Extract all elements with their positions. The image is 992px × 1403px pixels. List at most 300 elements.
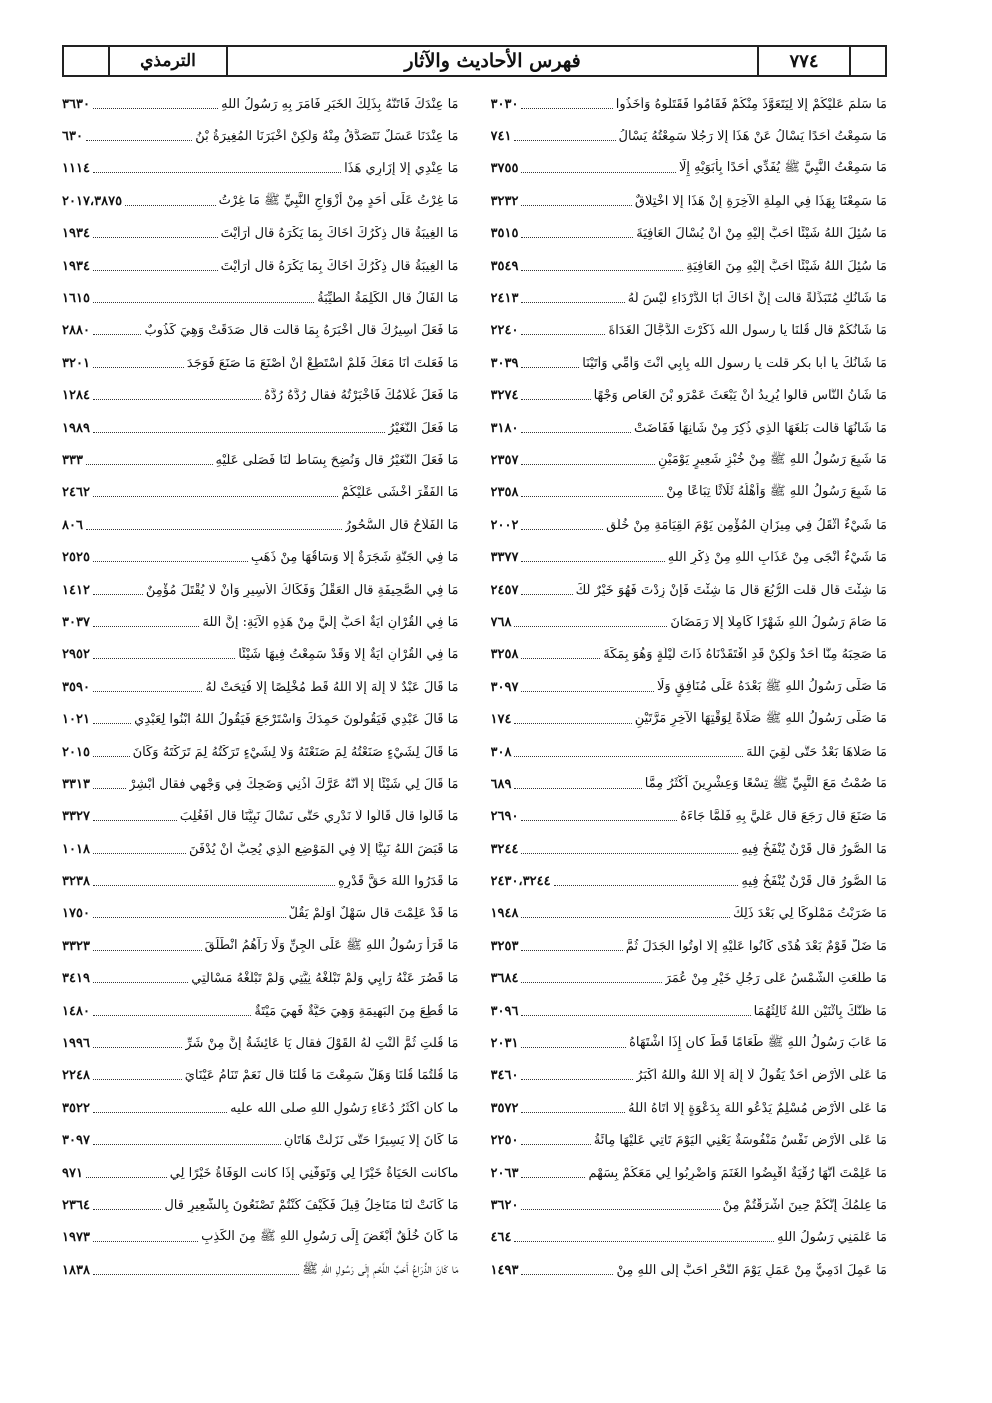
hadith-text: مَا صَحِبَهُ مِنَّا أَحَدٌ وَلَكِنْ قَدِ افْتَقَدْنَاهُ ذَاتَ لَيْلَةٍ وَهُوَ بِمَكَّةَ xyxy=(603,647,887,663)
index-entry xyxy=(62,606,459,638)
dot-leader xyxy=(93,172,341,173)
index-entry xyxy=(491,639,888,671)
index-entry xyxy=(62,282,459,314)
hadith-number: ٣٤٦٠ xyxy=(490,1068,519,1084)
dot-leader xyxy=(521,1274,613,1275)
hadith-text: مَا قَالَ لِشَيْءٍ صَنَعْتُهُ لِمَ صَنَعْتَهُ وَلَا لِشَيْءٍ تَرَكْتُهُ لِمَ تَرَكْتَهُ وَكَانَ xyxy=(132,744,459,760)
index-entry xyxy=(62,1027,459,1059)
dot-leader xyxy=(521,917,730,918)
index-entry xyxy=(491,898,888,930)
dot-leader xyxy=(521,1177,585,1178)
hadith-number: ١٤٩٣ xyxy=(490,1262,519,1278)
index-entry xyxy=(62,153,459,185)
dot-leader xyxy=(93,237,218,238)
index-entry xyxy=(62,930,459,962)
hadith-number: ٢٣٦٤ xyxy=(62,1197,90,1213)
dot-leader xyxy=(93,108,218,109)
hadith-number: ١٧٥٠ xyxy=(62,906,90,922)
hadith-text: مَا عَلِمْتَ أَنَّهَا رُقْيَةٌ اقْبِضُوا الغَنَمَ وَاضْرِبُوا لِي مَعَكُمْ بِسَهْمٍ xyxy=(588,1165,887,1181)
dot-leader xyxy=(554,885,739,886)
hadith-text: مَا الصُّورُ قال قَرْنٌ يُنْفَخُ فِيهِ xyxy=(741,841,887,857)
dot-leader xyxy=(93,302,314,303)
hadith-text: مَا شَبِعَ رَسُولُ اللهِ ﷺ مِنْ خُبْزِ شَعِيرٍ يَوْمَيْنِ xyxy=(658,451,887,467)
dot-leader xyxy=(521,1015,750,1016)
index-entry xyxy=(62,671,459,703)
hadith-text: مَا شَأْنُكِ مُتَبَذِّلَةً قالت إِنَّ أَخَاكَ أَبَا الدَّرْدَاءِ لَيْسَ لَهُ xyxy=(627,291,887,307)
hadith-number: ٣٣٢٣ xyxy=(62,938,90,954)
hadith-number: ١٩٣٤ xyxy=(62,258,90,274)
dot-leader xyxy=(514,756,743,757)
index-entry xyxy=(62,1060,459,1092)
hadith-text: مَا ظَنُّكَ بِاثْنَيْنِ اللهُ ثَالِثُهُمَا xyxy=(753,1003,887,1019)
hadith-text: مَا عِنْدَنَا عَسَلٌ نَتَصَدَّقُ مِنْهُ وَلَكِنْ أَخْبَرَنَا المُغِيرَةُ بْنُ xyxy=(195,129,459,145)
hadith-number: ١٩٣٤ xyxy=(62,226,90,242)
hadith-text: مَا فَعَلَ غُلَامُكَ فَأَخْبَرْتُهُ فقال رُدَّهُ رُدَّهُ xyxy=(264,388,459,404)
dot-leader xyxy=(521,1144,590,1145)
dot-leader xyxy=(93,885,335,886)
dot-leader xyxy=(521,853,738,854)
hadith-text: مَا صَنَعَ قال رَجَعَ قال عَلَيَّ بِهِ فَلَمَّا جَاءَهُ xyxy=(680,809,887,825)
hadith-text: مَا ضَلَّ قَوْمٌ بَعْدَ هُدًى كَانُوا عَلَيْهِ إِلَّا أُوتُوا الجَدَلَ ثُمَّ xyxy=(625,938,887,954)
index-entry xyxy=(491,250,888,282)
hadith-number: ٣٥٢٢ xyxy=(62,1100,90,1116)
dot-leader xyxy=(521,334,605,335)
dot-leader xyxy=(93,626,199,627)
dot-leader xyxy=(514,788,641,789)
hadith-text: مَا قُلْتِ ثُمَّ أَلَنْتِ لَهُ القَوْلَ فقال يَا عَائِشَةُ إِنَّ مِنْ شَرِّ xyxy=(185,1036,459,1052)
index-entry xyxy=(491,995,888,1027)
dot-leader xyxy=(521,496,663,497)
hadith-text: مَا قَالُوا قال قَالُوا لَا نَدْرِي حَتَّى نَسْأَلَ نَبِيَّنَا قال أَفَغُلِبَ xyxy=(179,809,459,825)
hadith-text: مَا عَابَ رَسُولُ اللهِ ﷺ طَعَامًا قَطُّ كان إِذَا اشْتَهَاهُ xyxy=(629,1035,887,1051)
hadith-text: مَا صُمْتُ مَعَ النَّبِيِّ ﷺ تِسْعًا وَعِشْرِينَ أَكْثَرُ مِمَّا xyxy=(644,775,887,791)
hadith-text: مَا فِي الجَنَّةِ شَجَرَةٌ إِلَّا وَسَاقُهَا مِنْ ذَهَبٍ xyxy=(250,550,459,566)
index-entry xyxy=(491,833,888,865)
index-entry xyxy=(62,768,459,800)
index-entry xyxy=(62,120,459,152)
hadith-text: مَا قَرَأَ رَسُولُ اللهِ ﷺ عَلَى الجِنِّ وَلَا رَآهُمُ انْطَلَقَ xyxy=(204,937,459,953)
hadith-number: ٧٦٨ xyxy=(490,614,512,630)
dot-leader xyxy=(93,1015,251,1016)
hadith-number: ٣٣١٣ xyxy=(62,776,90,792)
index-entry xyxy=(62,736,459,768)
hadith-text: مَا عَلَّمَنِي رَسُولُ اللهِ xyxy=(777,1230,887,1246)
hadith-text: مَا فَعَلَ النُّغَيْرُ قال وَنُضِحَ بِسَاطٌ لَنَا فَصَلَّى عَلَيْهِ xyxy=(215,452,459,468)
hadith-text: ماكانت الحَيَاةُ خَيْرًا لِي وَتَوَفَّنِي إِذَا كانت الوَفَاةُ خَيْرًا لِي xyxy=(169,1165,459,1181)
hadith-text: مَا الفَقْرَ أَخْشَى عَلَيْكُمْ xyxy=(341,485,459,501)
dot-leader xyxy=(93,1241,198,1242)
hadith-number: ٩٧١ xyxy=(62,1165,83,1181)
dot-leader xyxy=(93,788,126,789)
hadith-number: ٣٤١٩ xyxy=(62,971,90,987)
hadith-text: مَا سَمِعْتُ أَحَدًا يَسْأَلُ عَنْ هَذَا إِلَّا رَجُلًا سَمِعْتُهُ يَسْأَلُ xyxy=(618,129,887,145)
dot-leader xyxy=(521,561,664,562)
hadith-number: ٣٢٧٤ xyxy=(490,388,519,404)
hadith-text: مَا شَأْنُكُمْ قال قُلْنَا يا رسول الله ذَكَرْتَ الدَّجَّالَ الغَدَاةَ xyxy=(608,323,887,339)
index-entry xyxy=(62,444,459,476)
dot-leader xyxy=(521,205,631,206)
index-entry xyxy=(491,1060,888,1092)
hadith-number: ٣٢٣٢ xyxy=(490,193,519,209)
hadith-text: مَا صَامَ رَسُولُ اللهِ شَهْرًا كَامِلًا إِلَّا رَمَضَانَ xyxy=(670,614,887,630)
index-entry xyxy=(491,606,888,638)
hadith-text: مَا صَلَّاهَا بَعْدُ حَتَّى لَقِيَ اللهَ xyxy=(746,744,887,760)
dot-leader xyxy=(93,1112,227,1113)
index-entry xyxy=(491,963,888,995)
hadith-number: ٣٣٢٧ xyxy=(62,809,90,825)
hadith-number: ٣٢٥٨ xyxy=(490,647,519,663)
hadith-number: ٣١٨٠ xyxy=(490,420,519,436)
hadith-text: مَا شَيْءٌ أَنْجَى مِنْ عَذَابِ اللهِ مِنْ ذِكْرِ اللهِ xyxy=(667,550,887,566)
index-entry xyxy=(62,703,459,735)
right-column xyxy=(491,88,888,1288)
dot-leader xyxy=(93,367,184,368)
hadith-text: مَا فِي القُرْآنِ آيَةٌ أَحَبُّ إِلَيَّ مِنْ هَذِهِ الآيَةِ: إِنَّ اللهَ xyxy=(202,614,459,630)
hadith-text: مَا عَلَى الأَرْضِ أَحَدٌ يَقُولُ لَا إِلَهَ إِلَّا اللهُ واللهُ أَكْبَرُ xyxy=(636,1068,887,1084)
hadith-number: ٢٢٥٠ xyxy=(490,1133,519,1149)
index-entry xyxy=(491,1157,888,1189)
dot-leader xyxy=(514,723,631,724)
index-entry xyxy=(491,444,888,476)
index-entry xyxy=(62,963,459,995)
index-entry xyxy=(62,1189,459,1221)
hadith-number: ٢٤٥٧ xyxy=(490,582,519,598)
hadith-number: ٢٩٥٢ xyxy=(62,647,90,663)
index-entry xyxy=(491,703,888,735)
hadith-number: ١٤١٢ xyxy=(62,582,90,598)
book-name: الترمذي xyxy=(108,47,226,75)
index-entry xyxy=(62,801,459,833)
index-entry xyxy=(491,412,888,444)
index-entry xyxy=(62,541,459,573)
dot-leader xyxy=(93,950,202,951)
dot-leader xyxy=(521,658,600,659)
hadith-number: ٢٠١٥ xyxy=(62,744,90,760)
hadith-text: مَا عِنْدَكَ فَأْتَنَّهُ بِذَلِكَ الخَبَرِ فَأَمَرَ بِهِ رَسُولُ اللهِ xyxy=(221,96,459,112)
hadith-number: ٣٣٣ xyxy=(62,452,83,468)
hadith-number: ٣٠٣٩ xyxy=(490,355,519,371)
hadith-number: ٢٣٥٨ xyxy=(490,485,519,501)
hadith-number: ٣٥٤٩ xyxy=(490,258,519,274)
dot-leader xyxy=(521,432,631,433)
hadith-text: مَا قَالَ عَبْدِي فَيَقُولُونَ حَمِدَكَ وَاسْتَرْجَعَ فَيَقُولُ اللهُ ابْنُوا لِعَبْدِي xyxy=(134,712,459,728)
hadith-number: ٢٤٣٠،٣٢٤٤ xyxy=(490,874,551,890)
hadith-text: مَا كَانَ خُلُقٌ أَبْغَضَ إِلَى رَسُولِ اللهِ ﷺ مِنَ الكَذِبِ xyxy=(201,1229,459,1245)
hadith-number: ١٩٨٩ xyxy=(62,420,90,436)
hadith-number: ٢٤١٣ xyxy=(490,291,519,307)
hadith-number: ٤٦٤ xyxy=(490,1230,512,1246)
hadith-number: ١٤٨٠ xyxy=(62,1003,90,1019)
dot-leader xyxy=(93,982,188,983)
hadith-number: ٣٠٩٦ xyxy=(490,1003,519,1019)
dot-leader xyxy=(86,464,213,465)
dot-leader xyxy=(521,691,654,692)
index-entry xyxy=(491,541,888,573)
dot-leader xyxy=(93,432,385,433)
dot-leader xyxy=(93,561,248,562)
dot-leader xyxy=(521,108,612,109)
hadith-text: مَا الصُّورُ قال قَرْنٌ يُنْفَخُ فِيهِ xyxy=(741,874,887,890)
dot-leader xyxy=(93,1079,182,1080)
index-entry xyxy=(491,1254,888,1286)
index-entry xyxy=(62,218,459,250)
hadith-number: ٢٢٤٨ xyxy=(62,1068,90,1084)
dot-leader xyxy=(521,950,622,951)
dot-leader xyxy=(521,982,661,983)
hadith-text: مَا فَعَلَ النُّغَيْرُ xyxy=(388,420,459,436)
hadith-text: مَا الغِيبَةُ قال ذِكْرُكَ أَخَاكَ بِمَا يَكْرَهُ قال أَرَأَيْتَ xyxy=(220,226,459,242)
hadith-text: مَا قَصُرَ عَنْهُ رَأْيِي وَلَمْ تَبْلُغْهُ نِيَّتِي وَلَمْ تَبْلُغْهُ مَسْأَلَتِي xyxy=(191,971,459,987)
dot-leader xyxy=(521,302,624,303)
hadith-text: مَا سَمِعْنَا بِهَذَا فِي المِلَّةِ الآخِرَةِ إِنْ هَذَا إِلَّا اخْتِلَاقٌ xyxy=(634,193,887,209)
hadith-number: ١٨٣٨ xyxy=(62,1262,90,1278)
index-entry xyxy=(62,412,459,444)
dot-leader xyxy=(521,367,579,368)
index-entry xyxy=(491,1125,888,1157)
dot-leader xyxy=(521,270,683,271)
hadith-text: مَا شَبِعَ رَسُولُ اللهِ ﷺ وَأَهْلُهُ ثَلَاثًا تِبَاعًا مِنْ xyxy=(666,484,887,500)
hadith-number: ٧٤١ xyxy=(490,129,512,145)
dot-leader xyxy=(514,626,667,627)
index-entry xyxy=(491,1189,888,1221)
index-entry xyxy=(62,639,459,671)
hadith-number: ٣٢٠١ xyxy=(62,355,90,371)
index-entry xyxy=(62,88,459,120)
dot-leader xyxy=(86,1177,167,1178)
hadith-number: ٢٣٥٧ xyxy=(490,452,519,468)
dot-leader xyxy=(521,399,590,400)
hadith-text: مَا فِي الصَّحِيفَةِ قال العَقْلُ وَفَكَاكُ الأَسِيرِ وَأَنْ لَا يُقْتَلَ مُؤْمِنٌ xyxy=(145,582,459,598)
hadith-number: ١٢٨٤ xyxy=(62,388,90,404)
index-entry xyxy=(491,930,888,962)
hadith-number: ١٠١٨ xyxy=(62,841,90,857)
dot-leader xyxy=(125,205,216,206)
dot-leader xyxy=(93,594,143,595)
hadith-text: مَا قَالَ عَبْدٌ لَا إِلَهَ إِلَّا اللهُ قَطُّ مُخْلِصًا إِلَّا فُتِحَتْ لَهُ xyxy=(205,679,459,695)
index-entry xyxy=(62,1157,459,1189)
hadith-text: مَا صَلَّى رَسُولُ اللهِ ﷺ صَلَاةً لِوَقْتِهَا الآخِرِ مَرَّتَيْنِ xyxy=(634,711,887,727)
hadith-text: مَا قَبَضَ اللهُ نَبِيًّا إِلَّا فِي المَوْضِعِ الَّذِي يُحِبُّ أَنْ يُدْفَنَ xyxy=(189,841,459,857)
hadith-number: ٢٢٤٠ xyxy=(490,323,519,339)
hadith-text: ما كان أَكْثَرُ دُعَاءِ رَسُولِ اللهِ صلى الله عليه xyxy=(230,1100,459,1116)
hadith-number: ٣٦٣٠ xyxy=(62,96,90,112)
hadith-text: مَا طَلَعَتِ الشَّمْسُ عَلَى رَجُلٍ خَيْرٍ مِنْ عُمَرَ xyxy=(664,971,887,987)
hadith-text: مَا شَأْنُكَ يا أبا بكر قلت يا رسول الله بِأَبِي أَنْتَ وَأُمِّي وَأَتَيْنَا xyxy=(582,355,887,371)
hadith-text: مَا كَانَ الذِّرَاعُ أَحَبَّ اللَّحْمِ إِلَى رَسُولِ اللهِ ﷺ xyxy=(302,1261,459,1277)
dot-leader xyxy=(93,334,142,335)
dot-leader xyxy=(93,1274,299,1275)
index-entry xyxy=(491,1222,888,1254)
hadith-number: ٦٣٠ xyxy=(62,129,83,145)
left-column xyxy=(62,88,459,1288)
hadith-number: ٣٢٥٣ xyxy=(490,938,519,954)
index-entry xyxy=(62,1254,459,1286)
index-columns xyxy=(62,88,887,1288)
hadith-number: ١٩٤٨ xyxy=(490,906,519,922)
index-entry xyxy=(491,380,888,412)
header-blank-cell-left xyxy=(64,47,108,75)
dot-leader xyxy=(521,172,676,173)
index-entry xyxy=(62,380,459,412)
index-entry xyxy=(491,185,888,217)
dot-leader xyxy=(521,1047,626,1048)
hadith-number: ٣٠٩٧ xyxy=(490,679,519,695)
hadith-number: ٣٦٢٠ xyxy=(490,1197,519,1213)
hadith-number: ٢٦٩٠ xyxy=(490,809,519,825)
index-entry xyxy=(62,250,459,282)
hadith-number: ٣٢٣٨ xyxy=(62,874,90,890)
hadith-text: مَا عِنْدِي إِلَّا إِزَارِي هَذَا xyxy=(344,161,459,177)
index-entry xyxy=(491,509,888,541)
index-entry xyxy=(491,88,888,120)
index-entry xyxy=(62,1222,459,1254)
hadith-text: مَا شَأْنُ النَّاسِ قالوا يُرِيدُ أَنْ يَبْعَثَ عَمْرَو بْنَ العَاصِ وَجْهًا xyxy=(593,388,887,404)
hadith-text: مَا قُلْتُمَا قُلْنَا وَهَلْ سَمِعْتَ مَا قُلْنَا قال نَعَمْ تَنَامُ عَيْنَايَ xyxy=(184,1068,459,1084)
dot-leader xyxy=(521,237,633,238)
hadith-text: مَا فَعَلَ أَسِيرُكَ قال أَخْبَرَهُ بِمَا قالت قال صَدَقَتْ وَهِيَ كَذُوبٌ xyxy=(144,323,459,339)
hadith-text: مَا الغِيبَةُ قال ذِكْرُكَ أَخَاكَ بِمَا يَكْرَهُ قال أَرَأَيْتَ xyxy=(220,258,459,274)
index-entry xyxy=(491,574,888,606)
index-entry xyxy=(491,736,888,768)
hadith-text: مَا سَلَّمَ عَلَيْكُمْ إِلَّا لِيَتَعَوَّذَ مِنْكُمْ فَقَامُوا فَقَتَلُوهُ وَأَخَذُوا xyxy=(615,96,887,112)
index-entry xyxy=(491,1027,888,1059)
dot-leader xyxy=(521,594,572,595)
hadith-number: ٢٤٦٢ xyxy=(62,485,90,501)
dot-leader xyxy=(93,658,235,659)
hadith-number: ٨٠٦ xyxy=(62,517,83,533)
dot-leader xyxy=(86,140,192,141)
hadith-text: مَا الفَأْلُ قال الكَلِمَةُ الطَّيِّبَةُ xyxy=(317,291,459,307)
hadith-number: ٣٢٤٤ xyxy=(490,841,519,857)
dot-leader xyxy=(93,1144,281,1145)
hadith-text: مَا فِي القُرْآنِ آيَةٌ إِلَّا وَقَدْ سَمِعْتُ فِيهَا شَيْئًا xyxy=(238,647,459,663)
dot-leader xyxy=(93,691,203,692)
index-entry xyxy=(62,1125,459,1157)
hadith-text: مَا قُطِعَ مِنَ البَهِيمَةِ وَهِيَ حَيَّةٌ فَهِيَ مَيْتَةٌ xyxy=(254,1003,459,1019)
hadith-text: مَا عَلَى الأَرْضِ نَفْسٌ مَنْفُوسَةٌ يَعْنِي اليَوْمَ تَأْتِي عَلَيْهَا مِائَةُ xyxy=(593,1133,887,1149)
index-entry xyxy=(491,801,888,833)
index-entry xyxy=(491,768,888,800)
hadith-text: مَا ضَرَبْتُ مَمْلُوكًا لِي بَعْدَ ذَلِكَ xyxy=(732,906,887,922)
hadith-text: مَا سُئِلَ اللهُ شَيْئًا أَحَبَّ إِلَيْهِ مِنْ أَنْ يُسْأَلَ العَافِيَةَ xyxy=(636,226,887,242)
dot-leader xyxy=(521,1079,633,1080)
index-entry xyxy=(62,477,459,509)
dot-leader xyxy=(521,1209,719,1210)
dot-leader xyxy=(93,723,131,724)
hadith-number: ٢٠٣١ xyxy=(490,1036,519,1052)
hadith-text: مَا سَمِعْتُ النَّبِيَّ ﷺ يُفَدِّي أَحَدًا بِأَبَوَيْهِ إِلَّا xyxy=(678,160,887,176)
index-entry xyxy=(62,574,459,606)
hadith-number: ٢٠٦٣ xyxy=(490,1165,519,1181)
index-entry xyxy=(491,315,888,347)
index-entry xyxy=(62,315,459,347)
index-entry xyxy=(491,477,888,509)
hadith-number: ١٦١٥ xyxy=(62,291,90,307)
dot-leader xyxy=(93,1209,161,1210)
index-entry xyxy=(62,185,459,217)
index-entry xyxy=(491,120,888,152)
hadith-text: مَا قَالَ لِي شَيْئًا إِلَّا أَنَّهُ عَرَّكَ أُذُنِي وَضَحِكَ فِي وَجْهِي فقال أَبْشِرْ xyxy=(129,776,459,792)
dot-leader xyxy=(86,529,342,530)
hadith-text: مَا سُئِلَ اللهُ شَيْئًا أَحَبَّ إِلَيْهِ مِنَ العَافِيَةِ xyxy=(686,258,887,274)
index-entry xyxy=(62,995,459,1027)
index-title: فهرس الأحاديث والآثار xyxy=(226,47,757,75)
hadith-number: ٣٧٥٥ xyxy=(490,161,519,177)
hadith-text: مَا صَلَّى رَسُولُ اللهِ ﷺ بَعْدَهُ عَلَى مُنَافِقٍ وَلَا xyxy=(656,678,887,694)
hadith-number: ٣٣٧٧ xyxy=(490,550,519,566)
index-entry xyxy=(62,1092,459,1124)
dot-leader xyxy=(93,1047,182,1048)
dot-leader xyxy=(521,820,677,821)
hadith-text: مَا الفَلَاحُ قال السُّحُورُ xyxy=(344,517,459,533)
index-entry xyxy=(491,1092,888,1124)
hadith-number: ٣٥٧٢ xyxy=(490,1100,519,1116)
hadith-text: مَا كَانَتْ لَنَا مَنَاخِلُ قِيلَ فَكَيْفَ كُنْتُمْ تَصْنَعُونَ بِالشَّعِيرِ قال xyxy=(164,1197,459,1213)
index-entry xyxy=(62,347,459,379)
dot-leader xyxy=(514,1241,774,1242)
hadith-text: مَا كَانَ إِلَّا يَسِيرًا حَتَّى نَزَلَتْ هَاتَانِ xyxy=(283,1133,459,1149)
index-entry xyxy=(62,865,459,897)
hadith-number: ٢٥٢٥ xyxy=(62,550,90,566)
hadith-text: مَا شِئْتَ قال قلت الرُّبُعَ قال مَا شِئْتَ فَإِنْ زِدْتَ فَهُوَ خَيْرٌ لَكَ xyxy=(575,582,887,598)
index-entry xyxy=(62,833,459,865)
dot-leader xyxy=(521,464,655,465)
hadith-number: ١٩٧٣ xyxy=(62,1230,90,1246)
dot-leader xyxy=(93,820,177,821)
dot-leader xyxy=(521,529,603,530)
hadith-text: مَا عِلْمُكَ إِنَّكُمْ حِينَ أَشْرَقْتُمْ مِنْ xyxy=(722,1197,887,1213)
hadith-text: مَا شَأْنُهَا قالت بَلَغَهَا الَّذِي ذُكِرَ مِنْ شَأْنِهَا فَفَاضَتْ xyxy=(633,420,887,436)
hadith-number: ٢٨٨٠ xyxy=(62,323,90,339)
page-header xyxy=(62,45,887,77)
hadith-text: مَا عَلَى الأَرْضِ مُسْلِمٌ يَدْعُو اللهَ بِدَعْوَةٍ إِلَّا آتَاهُ اللهُ xyxy=(628,1100,887,1116)
dot-leader xyxy=(93,917,286,918)
hadith-number: ٣٥٩٠ xyxy=(62,679,90,695)
index-entry xyxy=(491,865,888,897)
index-entry xyxy=(62,898,459,930)
hadith-number: ١٩٩٦ xyxy=(62,1036,90,1052)
index-entry xyxy=(491,153,888,185)
dot-leader xyxy=(93,399,261,400)
dot-leader xyxy=(93,270,218,271)
hadith-number: ٣٠٣٧ xyxy=(62,614,90,630)
dot-leader xyxy=(521,1112,625,1113)
hadith-text: مَا قَدْ عَلِمْتَ قال سَهْلٌ أَوَلَمْ يَقُلْ xyxy=(288,906,459,922)
hadith-number: ٣٠٣٠ xyxy=(490,96,519,112)
index-entry xyxy=(491,282,888,314)
header-blank-cell-right xyxy=(849,47,885,75)
hadith-number: ١٠٢١ xyxy=(62,712,90,728)
hadith-text: مَا عَمِلَ آدَمِيٌّ مِنْ عَمَلٍ يَوْمَ النَّحْرِ أَحَبَّ إِلَى اللهِ مِنْ xyxy=(616,1262,887,1278)
index-entry xyxy=(491,671,888,703)
dot-leader xyxy=(93,756,130,757)
index-entry xyxy=(62,509,459,541)
hadith-text: مَا فَعَلْتَ أَنَا مَعَكَ فَلَمْ أَسْتَطِعْ أَنْ أَصْنَعَ مَا صَنَعَ فَوَجَدَ xyxy=(186,355,459,371)
hadith-text: مَا غِرْتُ عَلَى أَحَدٍ مِنْ أَزْوَاجِ النَّبِيِّ ﷺ مَا غِرْتُ xyxy=(218,192,459,208)
hadith-number: ١٧٤ xyxy=(490,712,512,728)
hadith-text: مَا قَدَرُوا اللهَ حَقَّ قَدْرِهِ xyxy=(337,874,459,890)
hadith-number: ٣٠٩٧ xyxy=(62,1133,90,1149)
page-number: ٧٧٤ xyxy=(757,47,849,75)
hadith-number: ٦٨٩ xyxy=(490,776,512,792)
hadith-number: ٣٥١٥ xyxy=(490,226,519,242)
hadith-number: ٢٠١٧،٣٨٧٥ xyxy=(62,193,123,209)
dot-leader xyxy=(514,140,615,141)
hadith-number: ٢٠٠٢ xyxy=(490,517,519,533)
index-entry xyxy=(491,218,888,250)
dot-leader xyxy=(93,496,338,497)
index-entry xyxy=(491,347,888,379)
